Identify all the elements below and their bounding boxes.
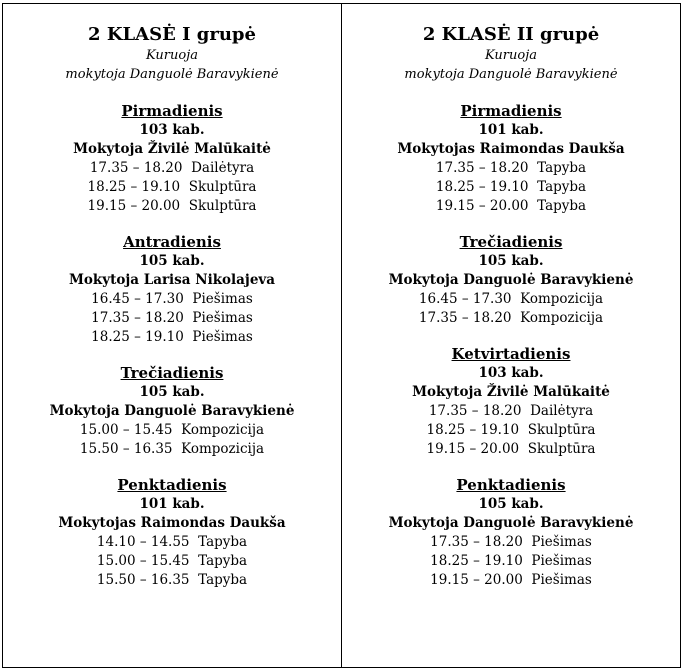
teacher-name: Mokytoja Larisa Nikolajeva <box>68 272 275 288</box>
lesson-row <box>3 552 341 571</box>
lesson-subject: Dailėtyra <box>530 403 594 419</box>
day-block <box>3 476 341 590</box>
lesson-time: 17.35 – 18.20 <box>428 403 522 419</box>
lesson-row <box>342 159 680 178</box>
lesson-row <box>3 328 341 347</box>
day-block <box>342 345 680 459</box>
lesson-time: 14.10 – 14.55 <box>96 534 190 550</box>
day-name: Penktadienis <box>117 476 227 494</box>
lesson-subject: Skulptūra <box>527 422 596 438</box>
lesson-subject: Tapyba <box>537 160 587 176</box>
lesson-subject: Piešimas <box>531 572 592 588</box>
teacher-name: Mokytoja Danguolė Baravykienė <box>388 515 634 531</box>
lesson-subject: Tapyba <box>198 572 248 588</box>
lesson-time: 17.35 – 18.20 <box>430 534 523 550</box>
lesson-row <box>342 197 680 216</box>
lesson-row <box>3 440 341 459</box>
day-block <box>342 102 680 216</box>
day-name: Ketvirtadienis <box>451 345 571 363</box>
lesson-row <box>3 159 341 178</box>
room-number: 105 kab. <box>478 496 544 512</box>
lesson-row <box>3 533 341 552</box>
day-name: Trečiadienis <box>459 233 563 251</box>
day-name: Pirmadienis <box>460 102 562 120</box>
lesson-time: 18.25 – 19.10 <box>435 179 529 195</box>
lesson-row <box>342 421 680 440</box>
day-name: Penktadienis <box>456 476 566 494</box>
lesson-subject: Skulptūra <box>188 179 257 195</box>
lesson-time: 17.35 – 18.20 <box>89 160 183 176</box>
lesson-time: 19.15 – 20.00 <box>435 198 529 214</box>
lesson-row <box>342 440 680 459</box>
day-name: Trečiadienis <box>120 364 224 382</box>
lesson-row <box>3 421 341 440</box>
lesson-subject: Piešimas <box>192 329 253 345</box>
room-number: 101 kab. <box>139 496 205 512</box>
lesson-time: 17.35 – 18.20 <box>91 310 184 326</box>
teacher-name: Mokytoja Danguolė Baravykienė <box>49 403 295 419</box>
lesson-subject: Kompozicija <box>520 310 604 326</box>
lesson-time: 15.50 – 16.35 <box>96 572 190 588</box>
teacher-name: Mokytojas Raimondas Daukša <box>58 515 286 531</box>
group-title: 2 KLASĖ II grupė <box>422 24 600 45</box>
lesson-row <box>3 178 341 197</box>
lesson-row <box>342 178 680 197</box>
lesson-subject: Tapyba <box>537 179 587 195</box>
lesson-row <box>342 552 680 571</box>
teacher-name: Mokytoja Živilė Malūkaitė <box>412 384 610 400</box>
day-block <box>342 476 680 590</box>
curator-name: mokytoja Danguolė Baravykienė <box>65 67 279 82</box>
lesson-time: 17.35 – 18.20 <box>435 160 529 176</box>
curator-name: mokytoja Danguolė Baravykienė <box>404 67 618 82</box>
group-column-1 <box>3 4 341 667</box>
lesson-time: 18.25 – 19.10 <box>426 422 520 438</box>
lesson-time: 19.15 – 20.00 <box>87 198 181 214</box>
room-number: 103 kab. <box>139 122 205 138</box>
lesson-time: 18.25 – 19.10 <box>430 553 523 569</box>
day-name: Pirmadienis <box>121 102 223 120</box>
lesson-time: 15.00 – 15.45 <box>79 422 173 438</box>
lesson-row <box>342 533 680 552</box>
lesson-time: 17.35 – 18.20 <box>418 310 512 326</box>
lesson-subject: Kompozicija <box>520 291 604 307</box>
day-list <box>3 102 341 590</box>
lesson-subject: Dailėtyra <box>191 160 255 176</box>
schedule-table <box>2 3 681 668</box>
lesson-subject: Piešimas <box>531 534 592 550</box>
lesson-subject: Skulptūra <box>188 198 257 214</box>
day-name: Antradienis <box>123 233 221 251</box>
teacher-name: Mokytoja Danguolė Baravykienė <box>388 272 634 288</box>
lesson-time: 16.45 – 17.30 <box>418 291 512 307</box>
lesson-subject: Kompozicija <box>181 422 265 438</box>
room-number: 105 kab. <box>478 253 544 269</box>
lesson-row <box>3 571 341 590</box>
lesson-subject: Tapyba <box>198 553 248 569</box>
curator-label: Kuruoja <box>146 48 198 63</box>
day-block <box>3 233 341 347</box>
lesson-time: 18.25 – 19.10 <box>87 179 181 195</box>
lesson-subject: Piešimas <box>192 291 253 307</box>
group-title: 2 KLASĖ I grupė <box>88 24 256 45</box>
room-number: 105 kab. <box>139 384 205 400</box>
teacher-name: Mokytoja Živilė Malūkaitė <box>73 141 271 157</box>
lesson-subject: Kompozicija <box>181 441 265 457</box>
room-number: 103 kab. <box>478 365 544 381</box>
lesson-row <box>3 197 341 216</box>
group-column-2 <box>341 4 680 667</box>
day-block <box>3 102 341 216</box>
room-number: 105 kab. <box>139 253 205 269</box>
lesson-row <box>342 571 680 590</box>
lesson-subject: Piešimas <box>531 553 592 569</box>
lesson-row <box>3 290 341 309</box>
day-list <box>342 102 680 590</box>
day-block <box>3 364 341 459</box>
lesson-row <box>3 309 341 328</box>
lesson-row <box>342 402 680 421</box>
lesson-row <box>342 309 680 328</box>
curator-label: Kuruoja <box>485 48 537 63</box>
lesson-row <box>342 290 680 309</box>
teacher-name: Mokytojas Raimondas Daukša <box>397 141 625 157</box>
lesson-time: 18.25 – 19.10 <box>91 329 184 345</box>
lesson-time: 19.15 – 20.00 <box>426 441 520 457</box>
lesson-subject: Piešimas <box>192 310 253 326</box>
day-block <box>342 233 680 328</box>
room-number: 101 kab. <box>478 122 544 138</box>
lesson-time: 19.15 – 20.00 <box>430 572 523 588</box>
lesson-time: 16.45 – 17.30 <box>91 291 184 307</box>
lesson-subject: Tapyba <box>198 534 248 550</box>
lesson-subject: Tapyba <box>537 198 587 214</box>
lesson-subject: Skulptūra <box>527 441 596 457</box>
lesson-time: 15.50 – 16.35 <box>79 441 173 457</box>
lesson-time: 15.00 – 15.45 <box>96 553 190 569</box>
